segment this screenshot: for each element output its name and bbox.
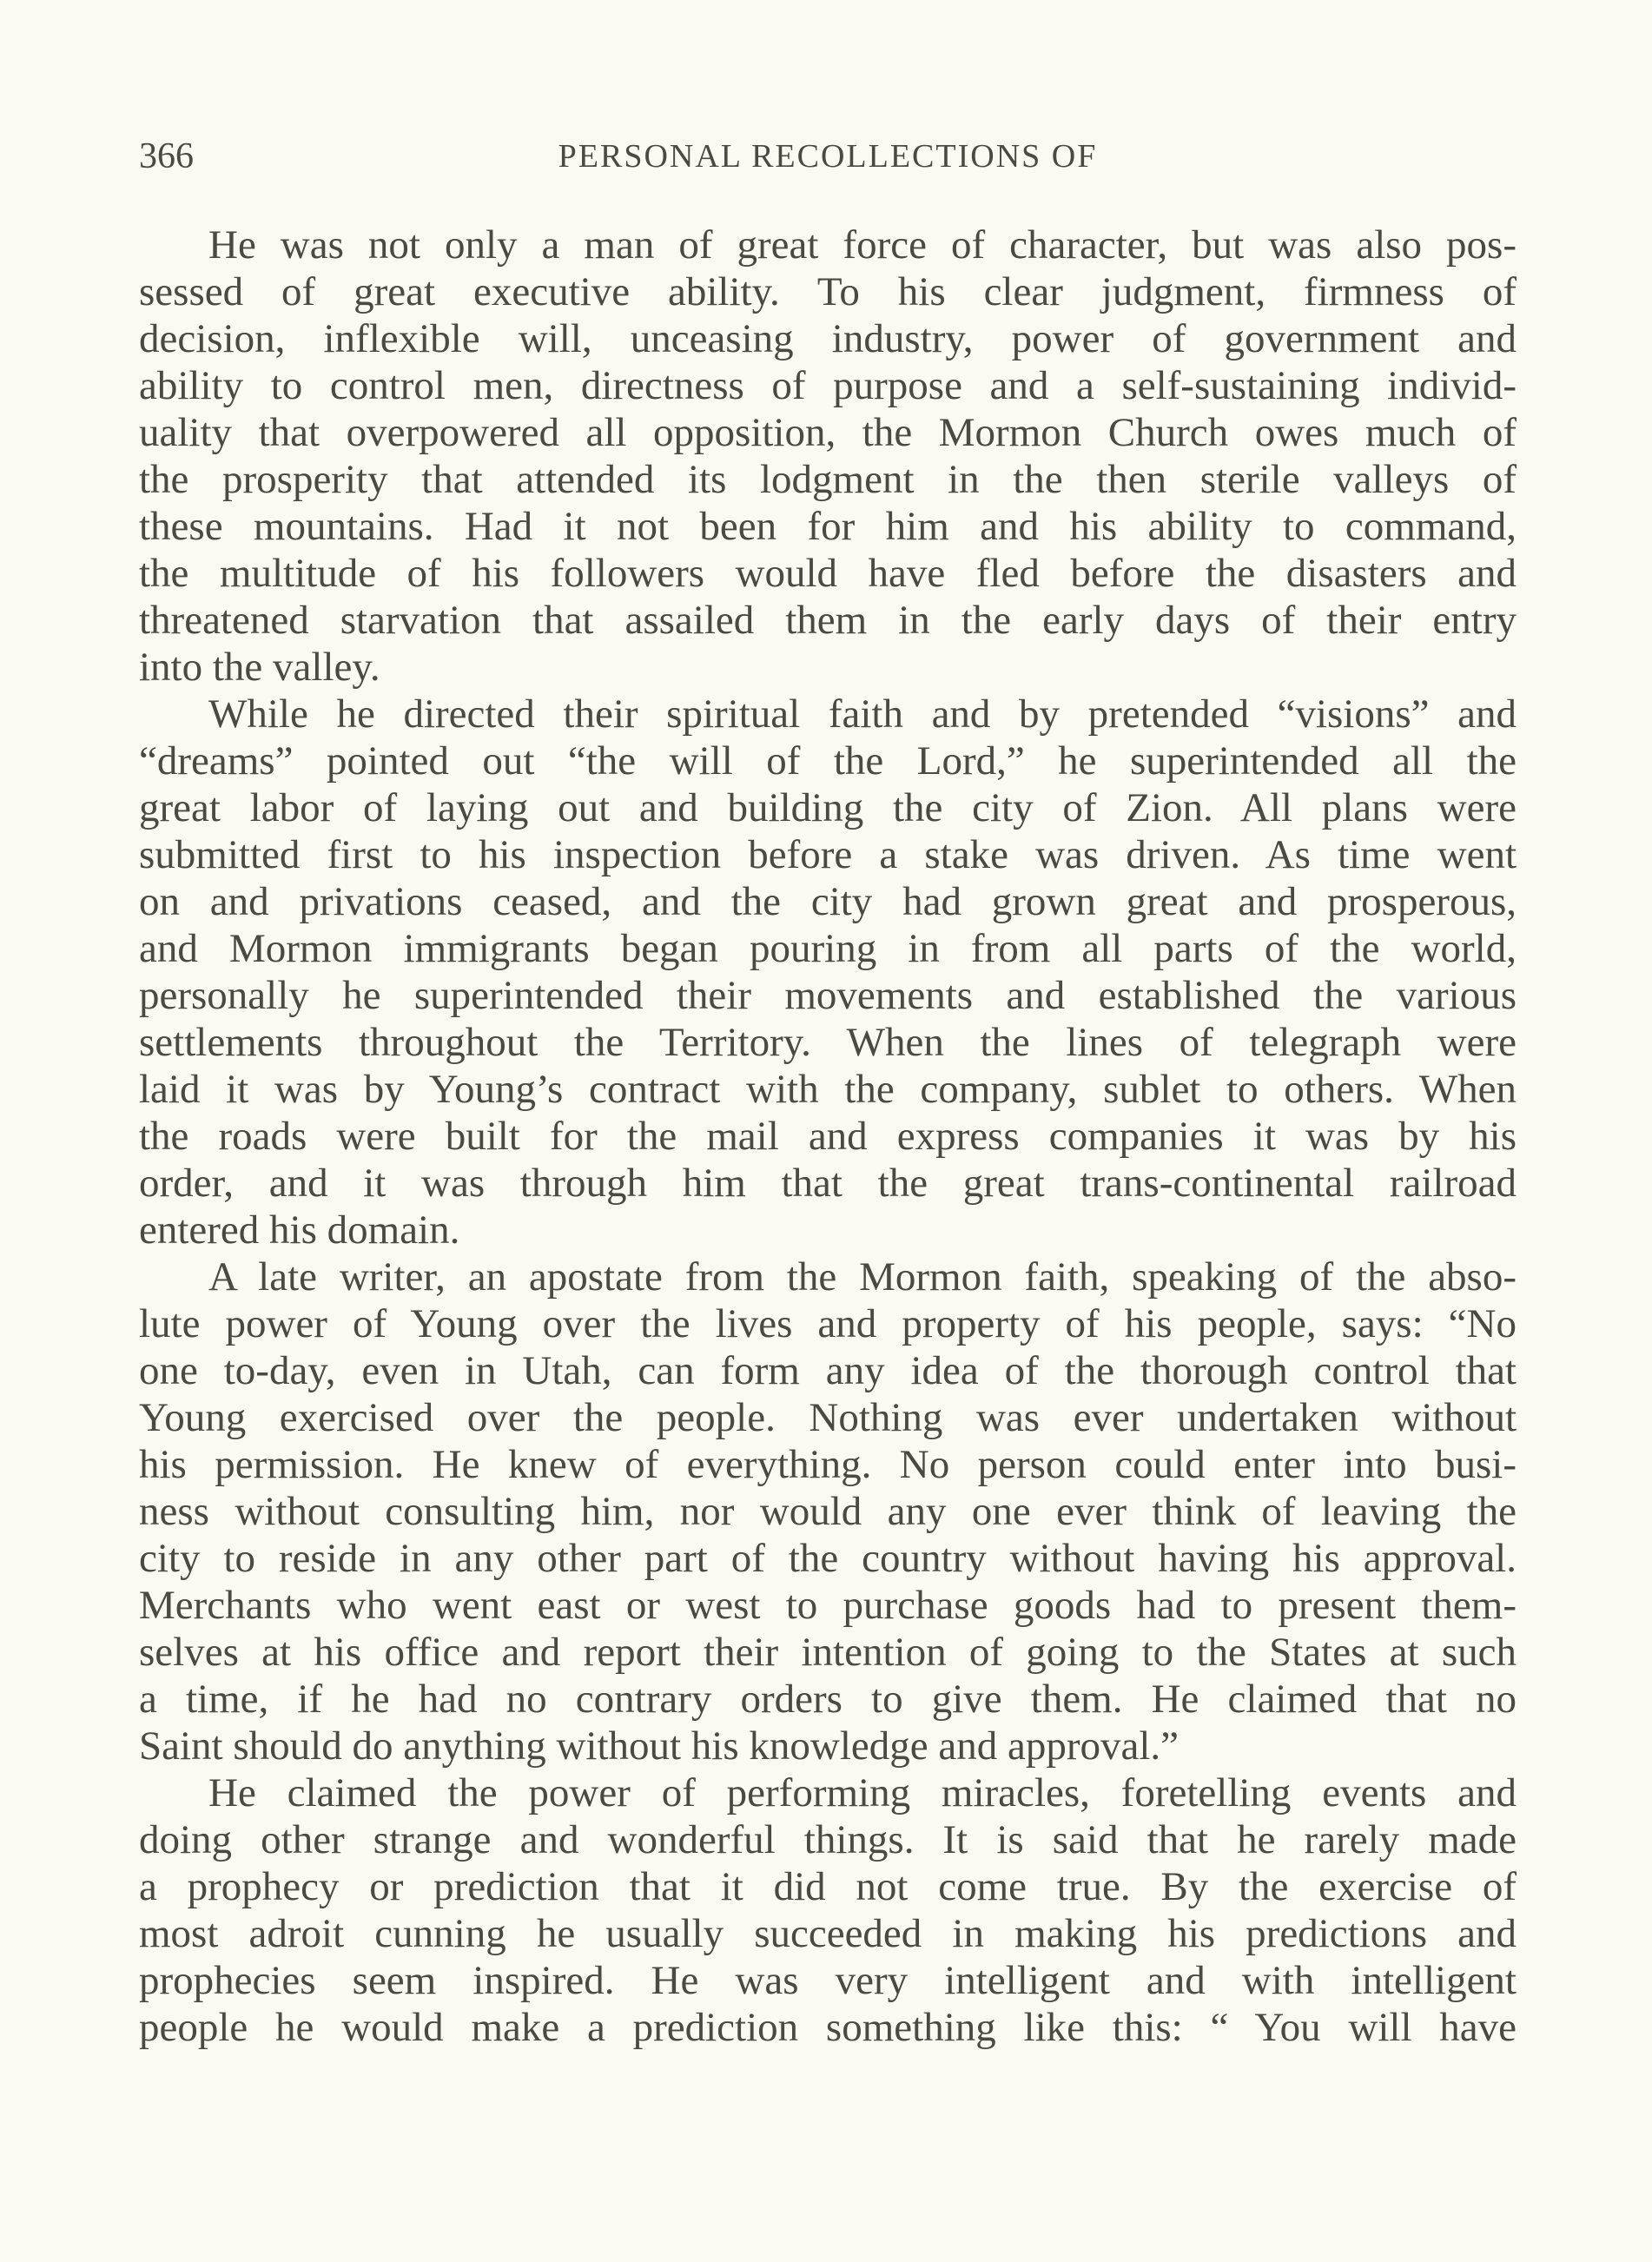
text-line: personally he superintended their movements and established the various <box>139 973 1517 1018</box>
text-line: a time, if he had no contrary orders to give them. He claimed that no <box>139 1677 1517 1722</box>
text-line: While he directed their spiritual faith and by pretended “visions” and <box>208 691 1517 737</box>
text-line: doing other strange and wonderful things. It is said that he rarely made <box>139 1817 1517 1862</box>
paragraph <box>139 691 1517 1253</box>
text-line: threatened starvation that assailed them in the early days of their entry <box>139 598 1517 643</box>
text-line: A late writer, an apostate from the Mormon faith, speaking of the abso- <box>208 1254 1517 1300</box>
page-header <box>139 136 1517 184</box>
paragraph <box>139 1253 1517 1769</box>
text-line: sessed of great executive ability. To his clear judgment, firmness of <box>139 269 1517 314</box>
text-line: these mountains. Had it not been for him and his ability to command, <box>139 504 1517 549</box>
text-line: ness without consulting him, nor would any one ever think of leaving the <box>139 1489 1517 1534</box>
text-line: He was not only a man of great force of character, but was also pos- <box>208 222 1517 268</box>
text-line: selves at his office and report their intention of going to the States at such <box>139 1630 1517 1675</box>
page-body <box>139 222 1517 2051</box>
text-line: one to-day, even in Utah, can form any idea of the thorough control that <box>139 1348 1517 1393</box>
text-line: and Mormon immigrants began pouring in from all parts of the world, <box>139 926 1517 971</box>
text-line: the prosperity that attended its lodgment in the then sterile valleys of <box>139 457 1517 502</box>
paragraph <box>139 1769 1517 2051</box>
paragraph <box>139 222 1517 691</box>
text-line: most adroit cunning he usually succeeded in making his predictions and <box>139 1911 1517 1956</box>
text-line: settlements throughout the Territory. When the lines of telegraph were <box>139 1020 1517 1065</box>
text-line: the roads were built for the mail and express companies it was by his <box>139 1114 1517 1159</box>
text-line: Young exercised over the people. Nothing was ever undertaken without <box>139 1395 1517 1440</box>
text-line: “dreams” pointed out “the will of the Lord,” he superintended all the <box>139 738 1517 784</box>
text-line: entered his domain. <box>139 1207 460 1253</box>
text-line: the multitude of his followers would have fled before the disasters and <box>139 551 1517 596</box>
text-line: ability to control men, directness of purpose and a self-sustaining individ- <box>139 363 1517 408</box>
text-line: laid it was by Young’s contract with the company, sublet to others. When <box>139 1067 1517 1112</box>
text-line: people he would make a prediction something like this: “ You will have <box>139 2005 1517 2050</box>
text-line: prophecies seem inspired. He was very intelligent and with intelligent <box>139 1958 1517 2003</box>
text-line: his permission. He knew of everything. No person could enter into busi- <box>139 1442 1517 1487</box>
text-line: into the valley. <box>139 645 380 690</box>
text-line: city to reside in any other part of the country without having his approval. <box>139 1536 1517 1581</box>
running-title: PERSONAL RECOLLECTIONS OF <box>558 138 1098 175</box>
text-line: decision, inflexible will, unceasing industry, power of government and <box>139 316 1517 361</box>
text-line: Saint should do anything without his knowledge and approval.” <box>139 1723 1180 1769</box>
text-line: a prophecy or prediction that it did not come true. By the exercise of <box>139 1864 1517 1909</box>
text-line: submitted first to his inspection before a stake was driven. As time went <box>139 832 1517 877</box>
text-line: uality that overpowered all opposition, the Mormon Church owes much of <box>139 410 1517 455</box>
text-line: He claimed the power of performing miracles, foretelling events and <box>208 1770 1517 1816</box>
text-line: on and privations ceased, and the city had grown great and prosperous, <box>139 879 1517 924</box>
text-line: order, and it was through him that the great trans-continental railroad <box>139 1161 1517 1206</box>
text-line: Merchants who went east or west to purchase goods had to present them- <box>139 1583 1517 1628</box>
text-line: great labor of laying out and building the city of Zion. All plans were <box>139 785 1517 830</box>
page-number: 366 <box>139 136 194 176</box>
text-line: lute power of Young over the lives and property of his people, says: “No <box>139 1301 1517 1346</box>
